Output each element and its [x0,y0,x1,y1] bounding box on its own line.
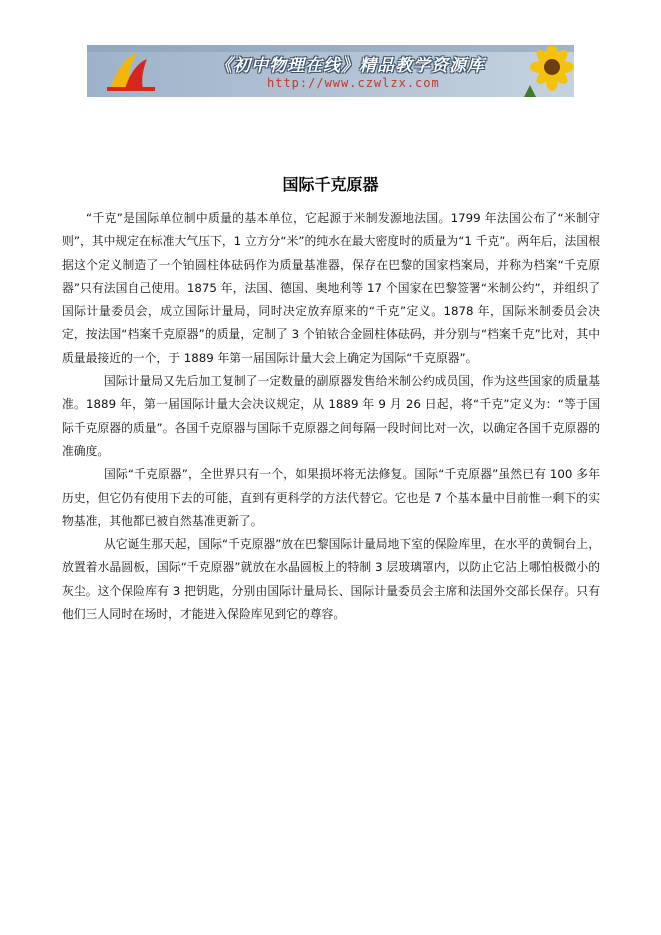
paragraph: 国际计量局又先后加工复制了一定数量的副原器发售给米制公约成员国，作为这些国家的质量基准。1889 年，第一届国际计量大会决议规定，从 1889 年 9 月 26 日起，将“千克”定义为：“等于国际千克原器的质量”。各国千克原器与国际千克原器之间每隔一段时间比对一次，以确定各国千克原器的准确度。 [62,374,600,458]
document-body [62,207,600,626]
banner-url[interactable]: http://www.czwlzx.com [267,76,440,90]
document-title: 国际千克原器 [282,175,379,194]
sunflower-icon [514,45,574,97]
site-banner [87,45,574,97]
banner-title: 《初中物理在线》精品教学资源库 [215,56,485,76]
paragraph: 从它诞生那天起，国际“千克原器”放在巴黎国际计量局地下室的保险库里，在水平的黄铜台上，放置着水晶圆板，国际“千克原器”就放在水晶圆板上的特制 3 层玻璃罩内，以防止它沾上哪怕极微小的灰尘。这个保险库有 3 把钥匙，分别由国际计量局长、国际计量委员会主席和法国外交部长保存。只有他们三人同时在场时，才能进入保险库见到它的尊容。 [62,537,600,622]
paragraph: 国际“千克原器”，全世界只有一个，如果损坏将无法修复。国际“千克原器”虽然已有 100 多年历史，但它仍有使用下去的可能，直到有更科学的方法代替它。它也是 7 个基本量中目前惟一剩下的实物基准，其他都已被自然基准更新了。 [62,467,600,528]
paragraph: “千克”是国际单位制中质量的基本单位，它起源于米制发源地法国。1799 年法国公布了“米制守则”，其中规定在标准大气压下，1 立方分“米”的纯水在最大密度时的质量为“1 千克”。两年后，法国根据这个定义制造了一个铂圆柱体砝码作为质量基准器，保存在巴黎的国家档案局，并称为档案“千克原器”只有法国自己使用。1875 年，法国、德国、奥地利等 17 个国家在巴黎签署“米制公约”，并组织了国际计量委员会，成立国际计量局，同时决定放弃原来的“千克”定义。1878 年，国际米制委员会决定，按法国“档案千克原器”的质量，定制了 3 个铂铱合金圆柱体砝码，并分别与“档案千克”比对，其中质量最接近的一个，于 1889 年第一届国际计量大会上确定为国际“千克原器”。 [62,211,600,365]
site-logo-icon [103,49,161,93]
